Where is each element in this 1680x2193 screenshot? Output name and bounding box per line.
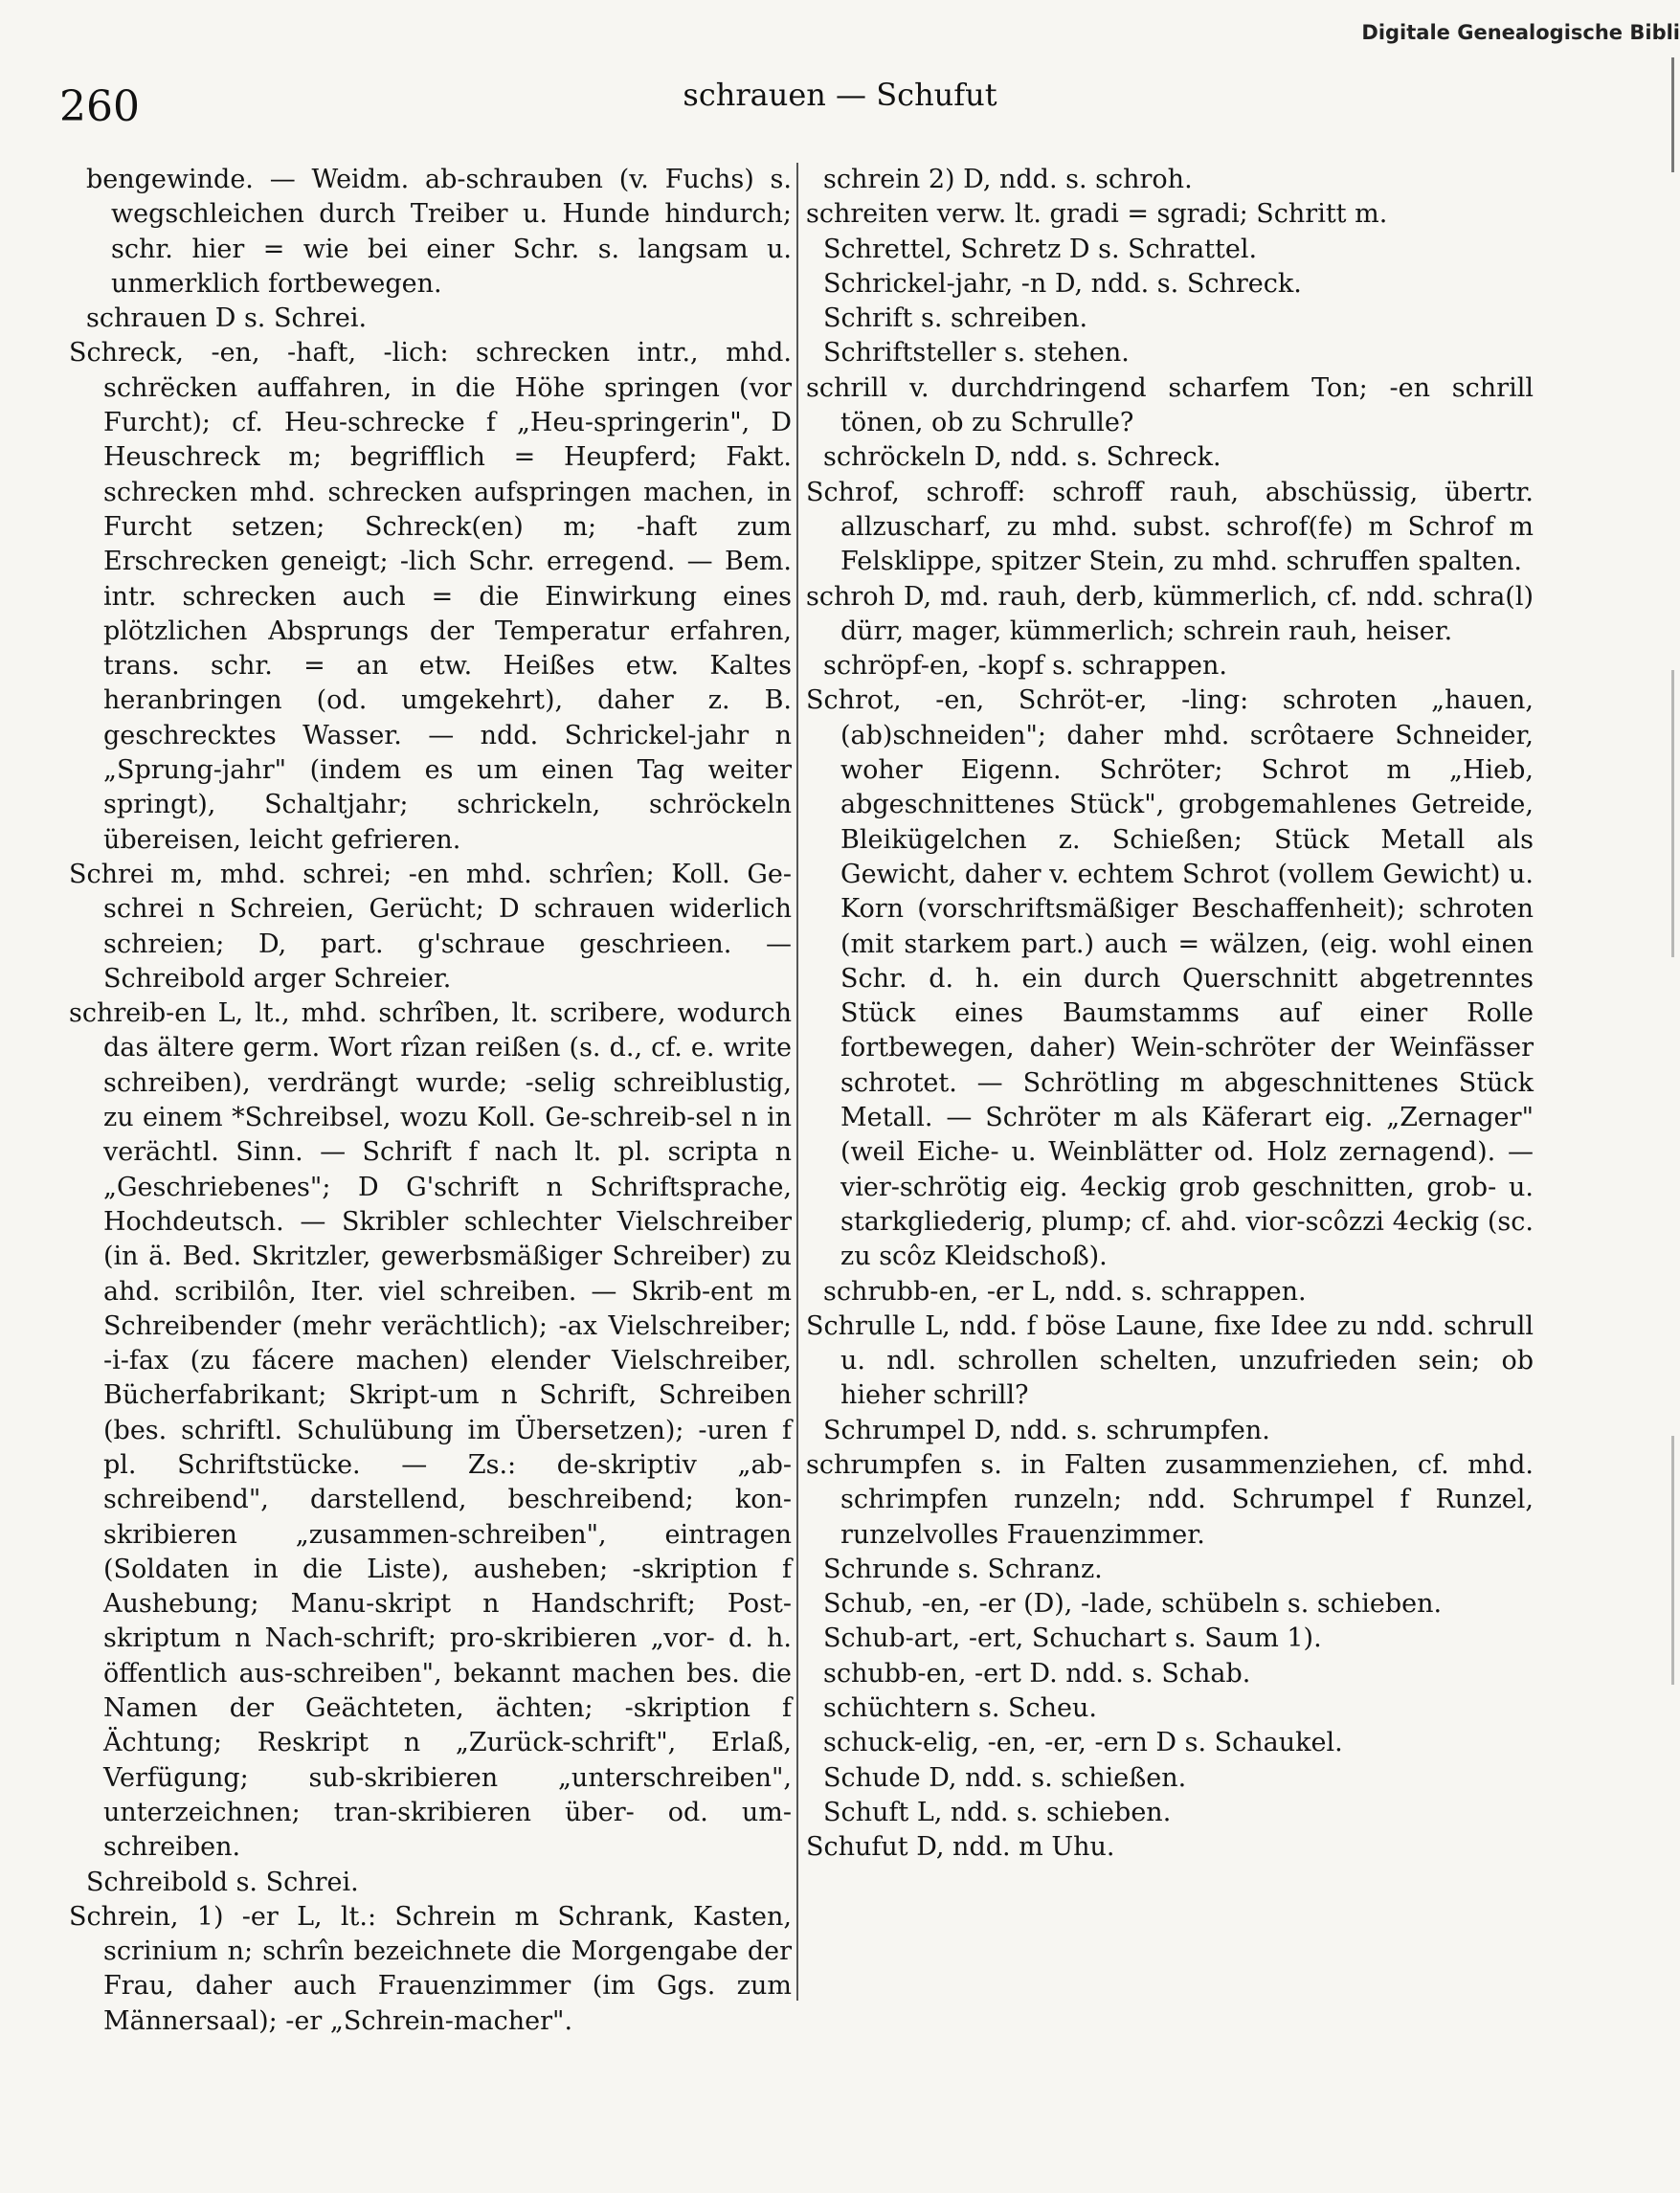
dictionary-entry: schrill v. durchdringend scharfem Ton; -en schrill tönen, ob zu Schrulle? xyxy=(806,372,1534,438)
dictionary-entry: Schrein, 1) -er L, lt.: Schrein m Schrank, Kasten, scrinium n; schrîn bezeichnete die Morgengabe der Frau, daher auch Frauenzimmer (im Ggs. zum Männersaal); -er „Schrein-macher". xyxy=(69,1901,792,2036)
scan-edge xyxy=(1671,1436,1674,1685)
dictionary-entry: schrumpfen s. in Falten zusammenziehen, cf. mhd. schrimpfen runzeln; ndd. Schrumpel f Runzel, runzelvolles Frauenzimmer. xyxy=(806,1449,1534,1550)
dictionary-entry: Schuft L, ndd. s. schieben. xyxy=(823,1797,1172,1827)
dictionary-entry: schüchtern s. Scheu. xyxy=(823,1693,1097,1724)
dictionary-entry: Schub, -en, -er (D), -lade, schübeln s. schieben. xyxy=(823,1589,1443,1620)
dictionary-entry: schrauen D s. Schrei. xyxy=(86,303,368,334)
dictionary-entry: Schude D, ndd. s. schießen. xyxy=(823,1762,1187,1793)
dictionary-entry: schroh D, md. rauh, derb, kümmerlich, cf. ndd. schra(l) dürr, mager, kümmerlich; schrein rauh, heiser. xyxy=(806,581,1534,646)
watermark: Digitale Genealogische Bibli xyxy=(1361,21,1680,44)
column-divider xyxy=(796,163,798,2001)
dictionary-entry: Schreck, -en, -haft, -lich: schrecken intr., mhd. schrëcken auffahren, in die Höhe springen (vor Furcht); cf. Heu-schrecke f „Heu-springerin", D Heuschreck m; begrifflich = Heupferd; Fakt. schrecken mhd. schrecken aufspringen machen, in Furcht setzen; Schreck(en) m; -haft zum Erschrecken geneigt; -lich Schr. erregend. — Bem. intr. schrecken auch = die Einwirkung eines plötzlichen Absprungs der Temperatur erfahren, trans. schr. = an etw. Heißes etw. Kaltes heranbringen (od. umgekehrt), daher z. B. geschrecktes Wasser. — ndd. Schrickel-jahr n „Sprung-jahr" (indem es um einen Tag weiter springt), Schaltjahr; schrickeln, schröckeln übereisen, leicht gefrieren. xyxy=(69,338,792,855)
dictionary-entry: schuck-elig, -en, -er, -ern D s. Schaukel. xyxy=(823,1728,1343,1758)
dictionary-entry: Schrickel-jahr, -n D, ndd. s. Schreck. xyxy=(823,268,1302,299)
dictionary-entry: schrein 2) D, ndd. s. schroh. xyxy=(823,165,1193,194)
dictionary-entry: schreiten verw. lt. gradi = sgradi; Schritt m. xyxy=(806,199,1388,230)
dictionary-entry: schreib-en L, lt., mhd. schrîben, lt. scribere, wodurch das ältere germ. Wort rîzan reißen (s. d., cf. e. write schreiben), verdrängt wurde; -selig schreiblustig, zu einem *Schreibsel, wozu Koll. Ge-schreib-sel n in verächtl. Sinn. — Schrift f nach lt. pl. scripta n „Geschriebenes"; D G'schrift n Schriftsprache, Hochdeutsch. — Skribler schlechter Vielschreiber (in ä. Bed. Skritzler, gewerbsmäßiger Schreiber) zu ahd. scribilôn, Iter. viel schreiben. — Skrib-ent m Schreibender (mehr verächtlich); -ax Vielschreiber; -i-fax (zu fácere machen) elender Vielschreiber, Bücherfabrikant; Skript-um n Schrift, Schreiben (bes. schriftl. Schulübung im Übersetzen); -uren f pl. Schriftstücke. — Zs.: de-skriptiv „ab-schreibend", darstellend, beschreibend; kon-skribieren „zusammen-schreiben", eintragen (Soldaten in die Liste), ausheben; -skription f Aushebung; Manu-skript n Handschrift; Post-skriptum n Nach-schrift; pro-skribieren „vor- d. h. öffentlich aus-schreiben", bekannt machen bes. die Namen der Geächteten, ächten; -skription f Ächtung; Reskript n „Zurück-schrift", Erlaß, Verfügung; sub-skribieren „unterschreiben", unterzeichnen; tran-skribieren über- od. um-schreiben. xyxy=(69,998,792,1863)
dictionary-entry: Schub-art, -ert, Schuchart s. Saum 1). xyxy=(823,1623,1322,1654)
dictionary-entry: Schrettel, Schretz D s. Schrattel. xyxy=(823,234,1258,264)
dictionary-entry: Schrot, -en, Schröt-er, -ling: schroten „hauen, (ab)schneiden"; daher mhd. scrôtaere Schneider, woher Eigenn. Schröter; Schrot m „Hieb, abgeschnittenes Stück", grobgemahlenes Getreide, Bleikügelchen z. Schießen; Stück Metall als Gewicht, daher v. echtem Schrot (vollem Gewicht) u. Korn (vorschriftsmäßiger Beschaffenheit); schroten (mit starkem part.) auch = wälzen, (eig. wohl einen Schr. d. h. ein durch Querschnitt abgetrenntes Stück eines Baumstamms auf einer Rolle fortbewegen, daher) Wein-schröter der Weinfässer schrotet. — Schrötling m abgeschnittenes Stück Metall. — Schröter m als Käferart eig. „Zernager" (weil Eiche- u. Weinblätter od. Holz zernagend). — vier-schrötig eig. 4eckig grob geschnitten, grob- u. starkgliederig, plump; cf. ahd. vior-scôzzi 4eckig (sc. zu scôz Kleidschoß). xyxy=(806,685,1534,1272)
dictionary-entry: schröckeln D, ndd. s. Schreck. xyxy=(823,442,1221,473)
dictionary-entry: schröpf-en, -kopf s. schrappen. xyxy=(823,651,1228,682)
left-column xyxy=(69,163,792,2039)
page-number: 260 xyxy=(59,82,140,131)
dictionary-entry: Schufut D, ndd. m Uhu. xyxy=(806,1832,1115,1863)
dictionary-entry: Schrulle L, ndd. f böse Laune, fixe Idee zu ndd. schrull u. ndl. schrollen schelten, unzufrieden sein; ob hieher schrill? xyxy=(806,1310,1534,1411)
dictionary-entry: Schrunde s. Schranz. xyxy=(823,1554,1103,1584)
running-head: schrauen — Schufut xyxy=(683,77,997,113)
right-column xyxy=(806,163,1534,1866)
dictionary-entry: Schrift s. schreiben. xyxy=(823,303,1088,334)
scan-edge xyxy=(1671,670,1674,957)
dictionary-entry: Schreibold s. Schrei. xyxy=(86,1867,359,1897)
dictionary-entry: schrubb-en, -er L, ndd. s. schrappen. xyxy=(823,1276,1307,1307)
dictionary-entry: Schrei m, mhd. schrei; -en mhd. schrîen; Koll. Ge-schrei n Schreien, Gerücht; D schrauen widerlich schreien; D, part. g'schraue geschrieen. — Schreibold arger Schreier. xyxy=(69,859,792,994)
dictionary-entry: Schriftsteller s. stehen. xyxy=(823,338,1130,369)
dictionary-entry: schubb-en, -ert D. ndd. s. Schab. xyxy=(823,1658,1251,1689)
dictionary-entry: bengewinde. — Weidm. ab-schrauben (v. Fuchs) s. wegschleichen durch Treiber u. Hunde hindurch; schr. hier = wie bei einer Schr. s. langsam u. unmerklich fortbewegen. xyxy=(86,165,792,299)
dictionary-entry: Schrumpel D, ndd. s. schrumpfen. xyxy=(823,1415,1270,1445)
scan-edge xyxy=(1671,57,1674,172)
dictionary-entry: Schrof, schroff: schroff rauh, abschüssig, übertr. allzuscharf, zu mhd. subst. schrof(fe) m Schrof m Felsklippe, spitzer Stein, zu mhd. schruffen spalten. xyxy=(806,477,1534,577)
